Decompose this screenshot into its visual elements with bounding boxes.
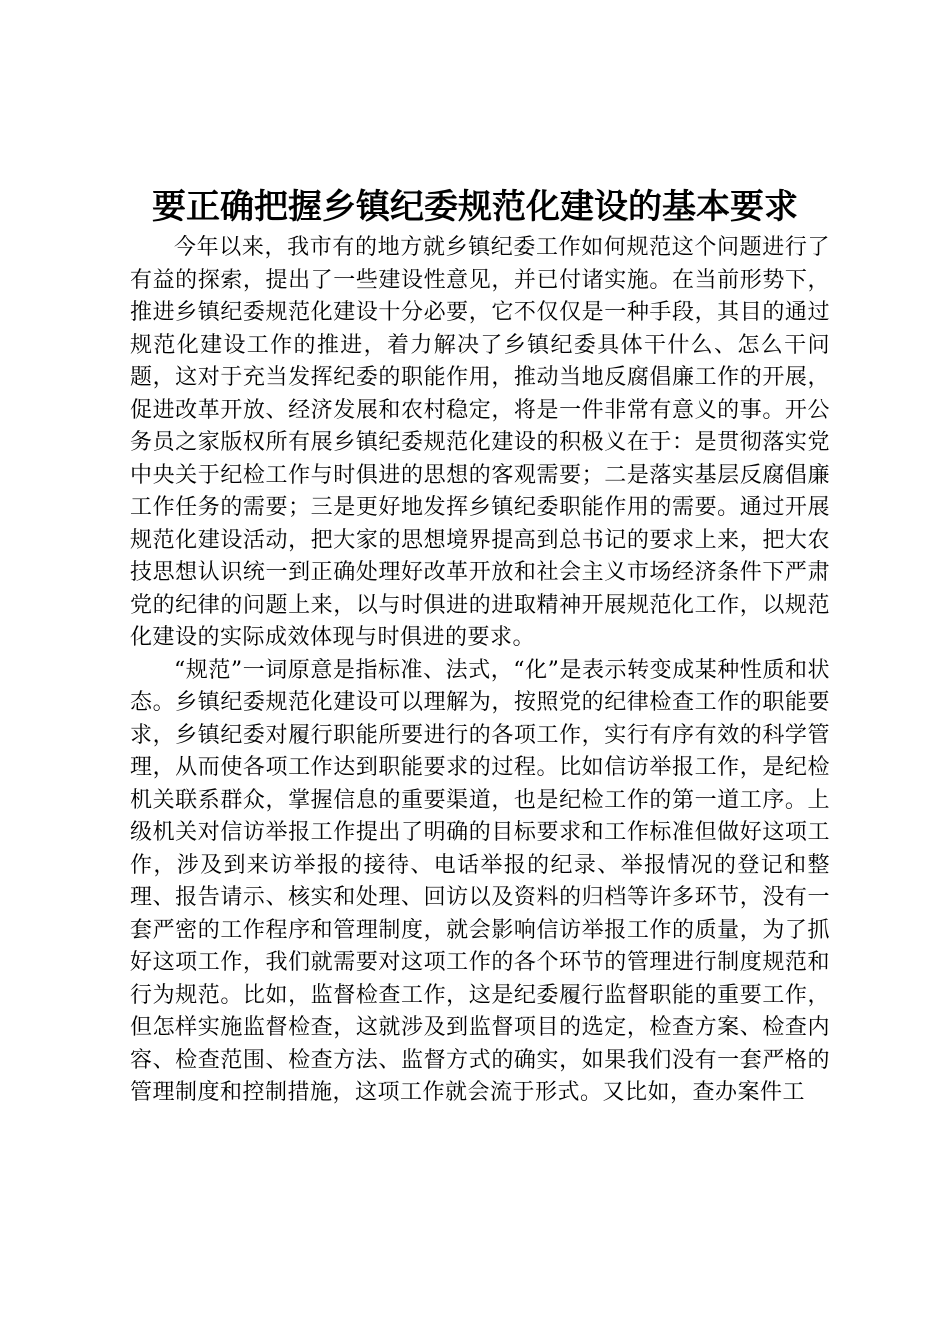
document-title: 要正确把握乡镇纪委规范化建设的基本要求 bbox=[152, 187, 798, 227]
document-body bbox=[130, 232, 830, 1110]
paragraph: 今年以来，我市有的地方就乡镇纪委工作如何规范这个问题进行了有益的探索，提出了一些建设性意见，并已付诸实施。在当前形势下，推进乡镇纪委规范化建设十分必要，它不仅仅是一种手段，其目的通过规范化建设工作的推进，着力解决了乡镇纪委具体干什么、怎么干问题，这对于充当发挥纪委的职能作用，推动当地反腐倡廉工作的开展，促进改革开放、经济发展和农村稳定，将是一件非常有意义的事。开公务员之家版权所有展乡镇纪委规范化建设的积极义在于：是贯彻落实党中央关于纪检工作与时俱进的思想的客观需要；二是落实基层反腐倡廉工作任务的需要；三是更好地发挥乡镇纪委职能作用的需要。通过开展规范化建设活动，把大家的思想境界提高到总书记的要求上来，把大农技思想认识统一到正确处理好改革开放和社会主义市场经济条件下严肃党的纪律的问题上来，以与时俱进的进取精神开展规范化工作，以规范化建设的实际成效体现与时俱进的要求。 bbox=[130, 235, 830, 650]
paragraph: “规范”一词原意是指标准、法式，“化”是表示转变成某种性质和状态。乡镇纪委规范化建设可以理解为，按照党的纪律检查工作的职能要求，乡镇纪委对履行职能所要进行的各项工作，实行有序有效的科学管理，从而使各项工作达到职能要求的过程。比如信访举报工作，是纪检机关联系群众，掌握信息的重要渠道，也是纪检工作的第一道工序。上级机关对信访举报工作提出了明确的目标要求和工作标准但做好这项工作，涉及到来访举报的接待、电话举报的纪录、举报情况的登记和整理、报告请示、核实和处理、回访以及资料的归档等许多环节，没有一套严密的工作程序和管理制度，就会影响信访举报工作的质量，为了抓好这项工作，我们就需要对这项工作的各个环节的管理进行制度规范和行为规范。比如，监督检查工作，这是纪委履行监督职能的重要工作，但怎样实施监督检查，这就涉及到监督项目的选定，检查方案、检查内容、检查范围、检查方法、监督方式的确实，如果我们没有一套严格的管理制度和控制措施，这项工作就会流于形式。又比如，查办案件工 bbox=[130, 657, 830, 1105]
